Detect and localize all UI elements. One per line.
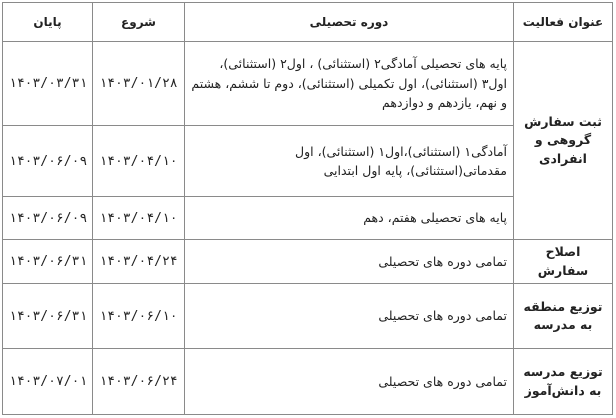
table-header-row — [3, 3, 613, 42]
start-date-cell: ۱۴۰۳/۰۴/۱۰ — [93, 197, 185, 240]
header-activity: عنوان فعالیت — [514, 3, 613, 42]
header-end: پایان — [3, 3, 93, 42]
end-date-cell: ۱۴۰۳/۰۳/۳۱ — [3, 42, 93, 126]
activity-cell: اصلاح سفارش — [514, 240, 613, 284]
start-date-cell: ۱۴۰۳/۰۶/۱۰ — [93, 284, 185, 349]
table-row — [3, 42, 613, 126]
table-row — [3, 349, 613, 415]
course-cell: آمادگی۱ (استثنائی)،اول۱ (استثنائی)، اول مقدماتی(استثنائی)، پایه اول ابتدایی — [185, 126, 514, 197]
activity-cell: توزیع منطقه به مدرسه — [514, 284, 613, 349]
schedule-table — [2, 2, 613, 415]
start-date-cell: ۱۴۰۳/۰۱/۲۸ — [93, 42, 185, 126]
end-date-cell: ۱۴۰۳/۰۷/۰۱ — [3, 349, 93, 415]
table-row — [3, 284, 613, 349]
course-cell: پایه های تحصیلی هفتم، دهم — [185, 197, 514, 240]
start-date-cell: ۱۴۰۳/۰۶/۲۴ — [93, 349, 185, 415]
end-date-cell: ۱۴۰۳/۰۶/۳۱ — [3, 240, 93, 284]
end-date-cell: ۱۴۰۳/۰۶/۳۱ — [3, 284, 93, 349]
header-start: شروع — [93, 3, 185, 42]
course-cell: تمامی دوره های تحصیلی — [185, 284, 514, 349]
start-date-cell: ۱۴۰۳/۰۴/۱۰ — [93, 126, 185, 197]
course-cell: تمامی دوره های تحصیلی — [185, 349, 514, 415]
activity-cell: توزیع مدرسه به دانش‌آموز — [514, 349, 613, 415]
start-date-cell: ۱۴۰۳/۰۴/۲۴ — [93, 240, 185, 284]
end-date-cell: ۱۴۰۳/۰۶/۰۹ — [3, 197, 93, 240]
table-row — [3, 240, 613, 284]
end-date-cell: ۱۴۰۳/۰۶/۰۹ — [3, 126, 93, 197]
course-cell: پایه های تحصیلی آمادگی۲ (استثنائی) ، اول۲ (استثنائی)، اول۳ (استثنائی)، اول تکمیلی (استثنائی)، دوم تا ششم، هشتم و نهم، یازدهم و دوازدهم — [185, 42, 514, 126]
course-cell: تمامی دوره های تحصیلی — [185, 240, 514, 284]
header-course: دوره تحصیلی — [185, 3, 514, 42]
activity-cell: ثبت سفارش گروهی و انفرادی — [514, 42, 613, 240]
